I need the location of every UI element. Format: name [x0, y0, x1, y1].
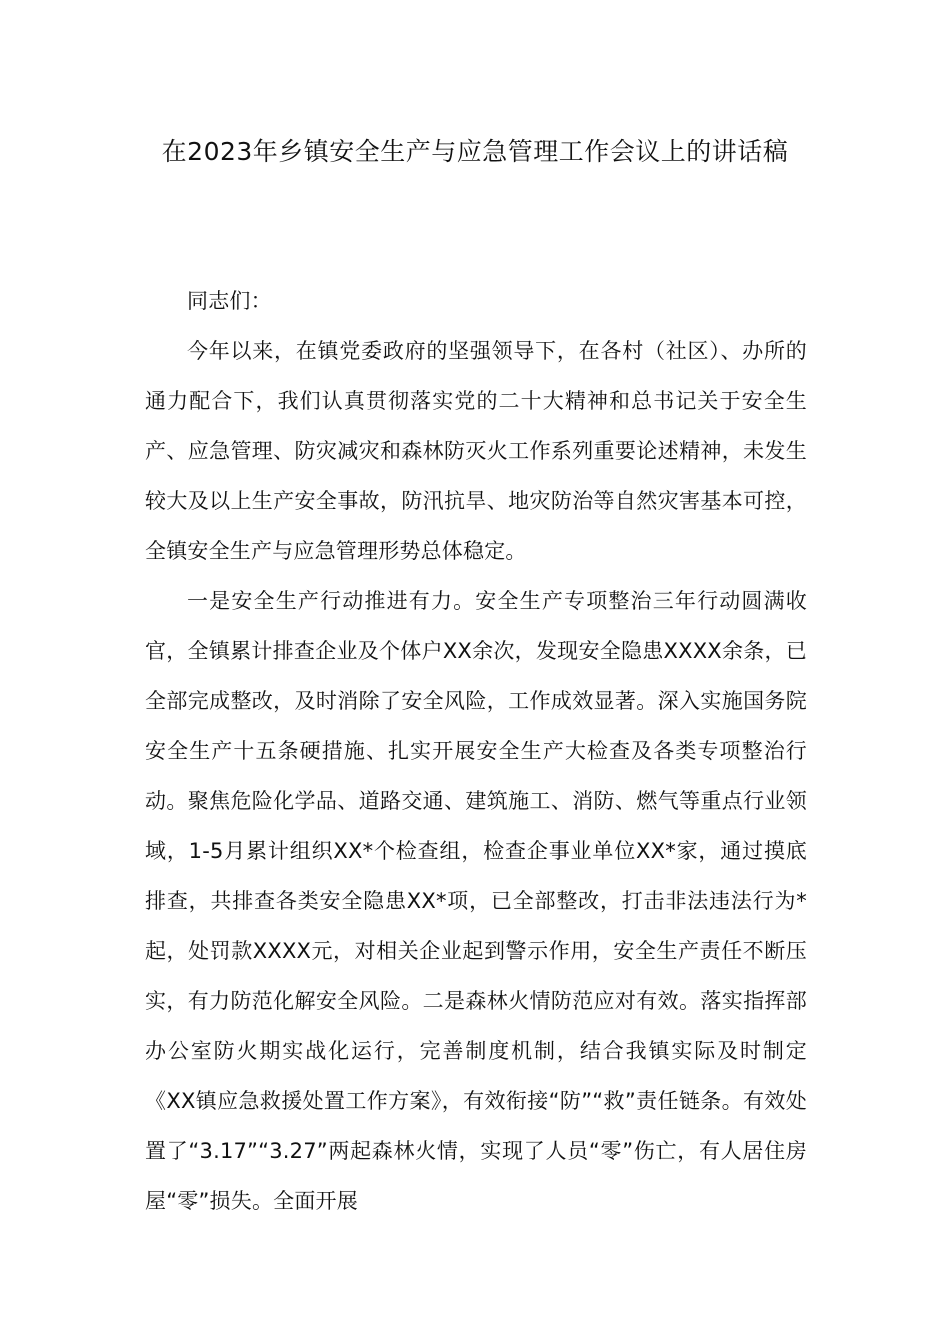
paragraph-achievements: 一是安全生产行动推进有力。安全生产专项整治三年行动圆满收官，全镇累计排查企业及个体户XX余次，发现安全隐患XXXX余条，已全部完成整改，及时消除了安全风险，工作成效显著。深入实施国务院安全生产十五条硬措施、扎实开展安全生产大检查及各类专项整治行动。聚焦危险化学品、道路交通、建筑施工、消防、燃气等重点行业领域，1-5月累计组织XX*个检查组，检查企事业单位XX*家，通过摸底排查，共排查各类安全隐患XX*项，已全部整改，打击非法违法行为*起，处罚款XXXX元，对相关企业起到警示作用，安全生产责任不断压实，有力防范化解安全风险。二是森林火情防范应对有效。落实指挥部办公室防火期实战化运行，完善制度机制，结合我镇实际及时制定《XX镇应急救援处置工作方案》，有效衔接“防”“救”责任链条。有效处置了“3.17”“3.27”两起森林火情，实现了人员“零”伤亡，有人居住房屋“零”损失。全面开展: [145, 589, 807, 1213]
document-title: 在2023年乡镇安全生产与应急管理工作会议上的讲话稿: [161, 137, 789, 166]
paragraph-intro: 今年以来，在镇党委政府的坚强领导下，在各村（社区）、办所的通力配合下，我们认真贯彻落实党的二十大精神和总书记关于安全生产、应急管理、防灾减灾和森林防灭火工作系列重要论述精神，未发生较大及以上生产安全事故，防汛抗旱、地灾防治等自然灾害基本可控，全镇安全生产与应急管理形势总体稳定。: [145, 339, 807, 563]
greeting: 同志们：: [187, 289, 272, 313]
document-body: [145, 276, 807, 1226]
